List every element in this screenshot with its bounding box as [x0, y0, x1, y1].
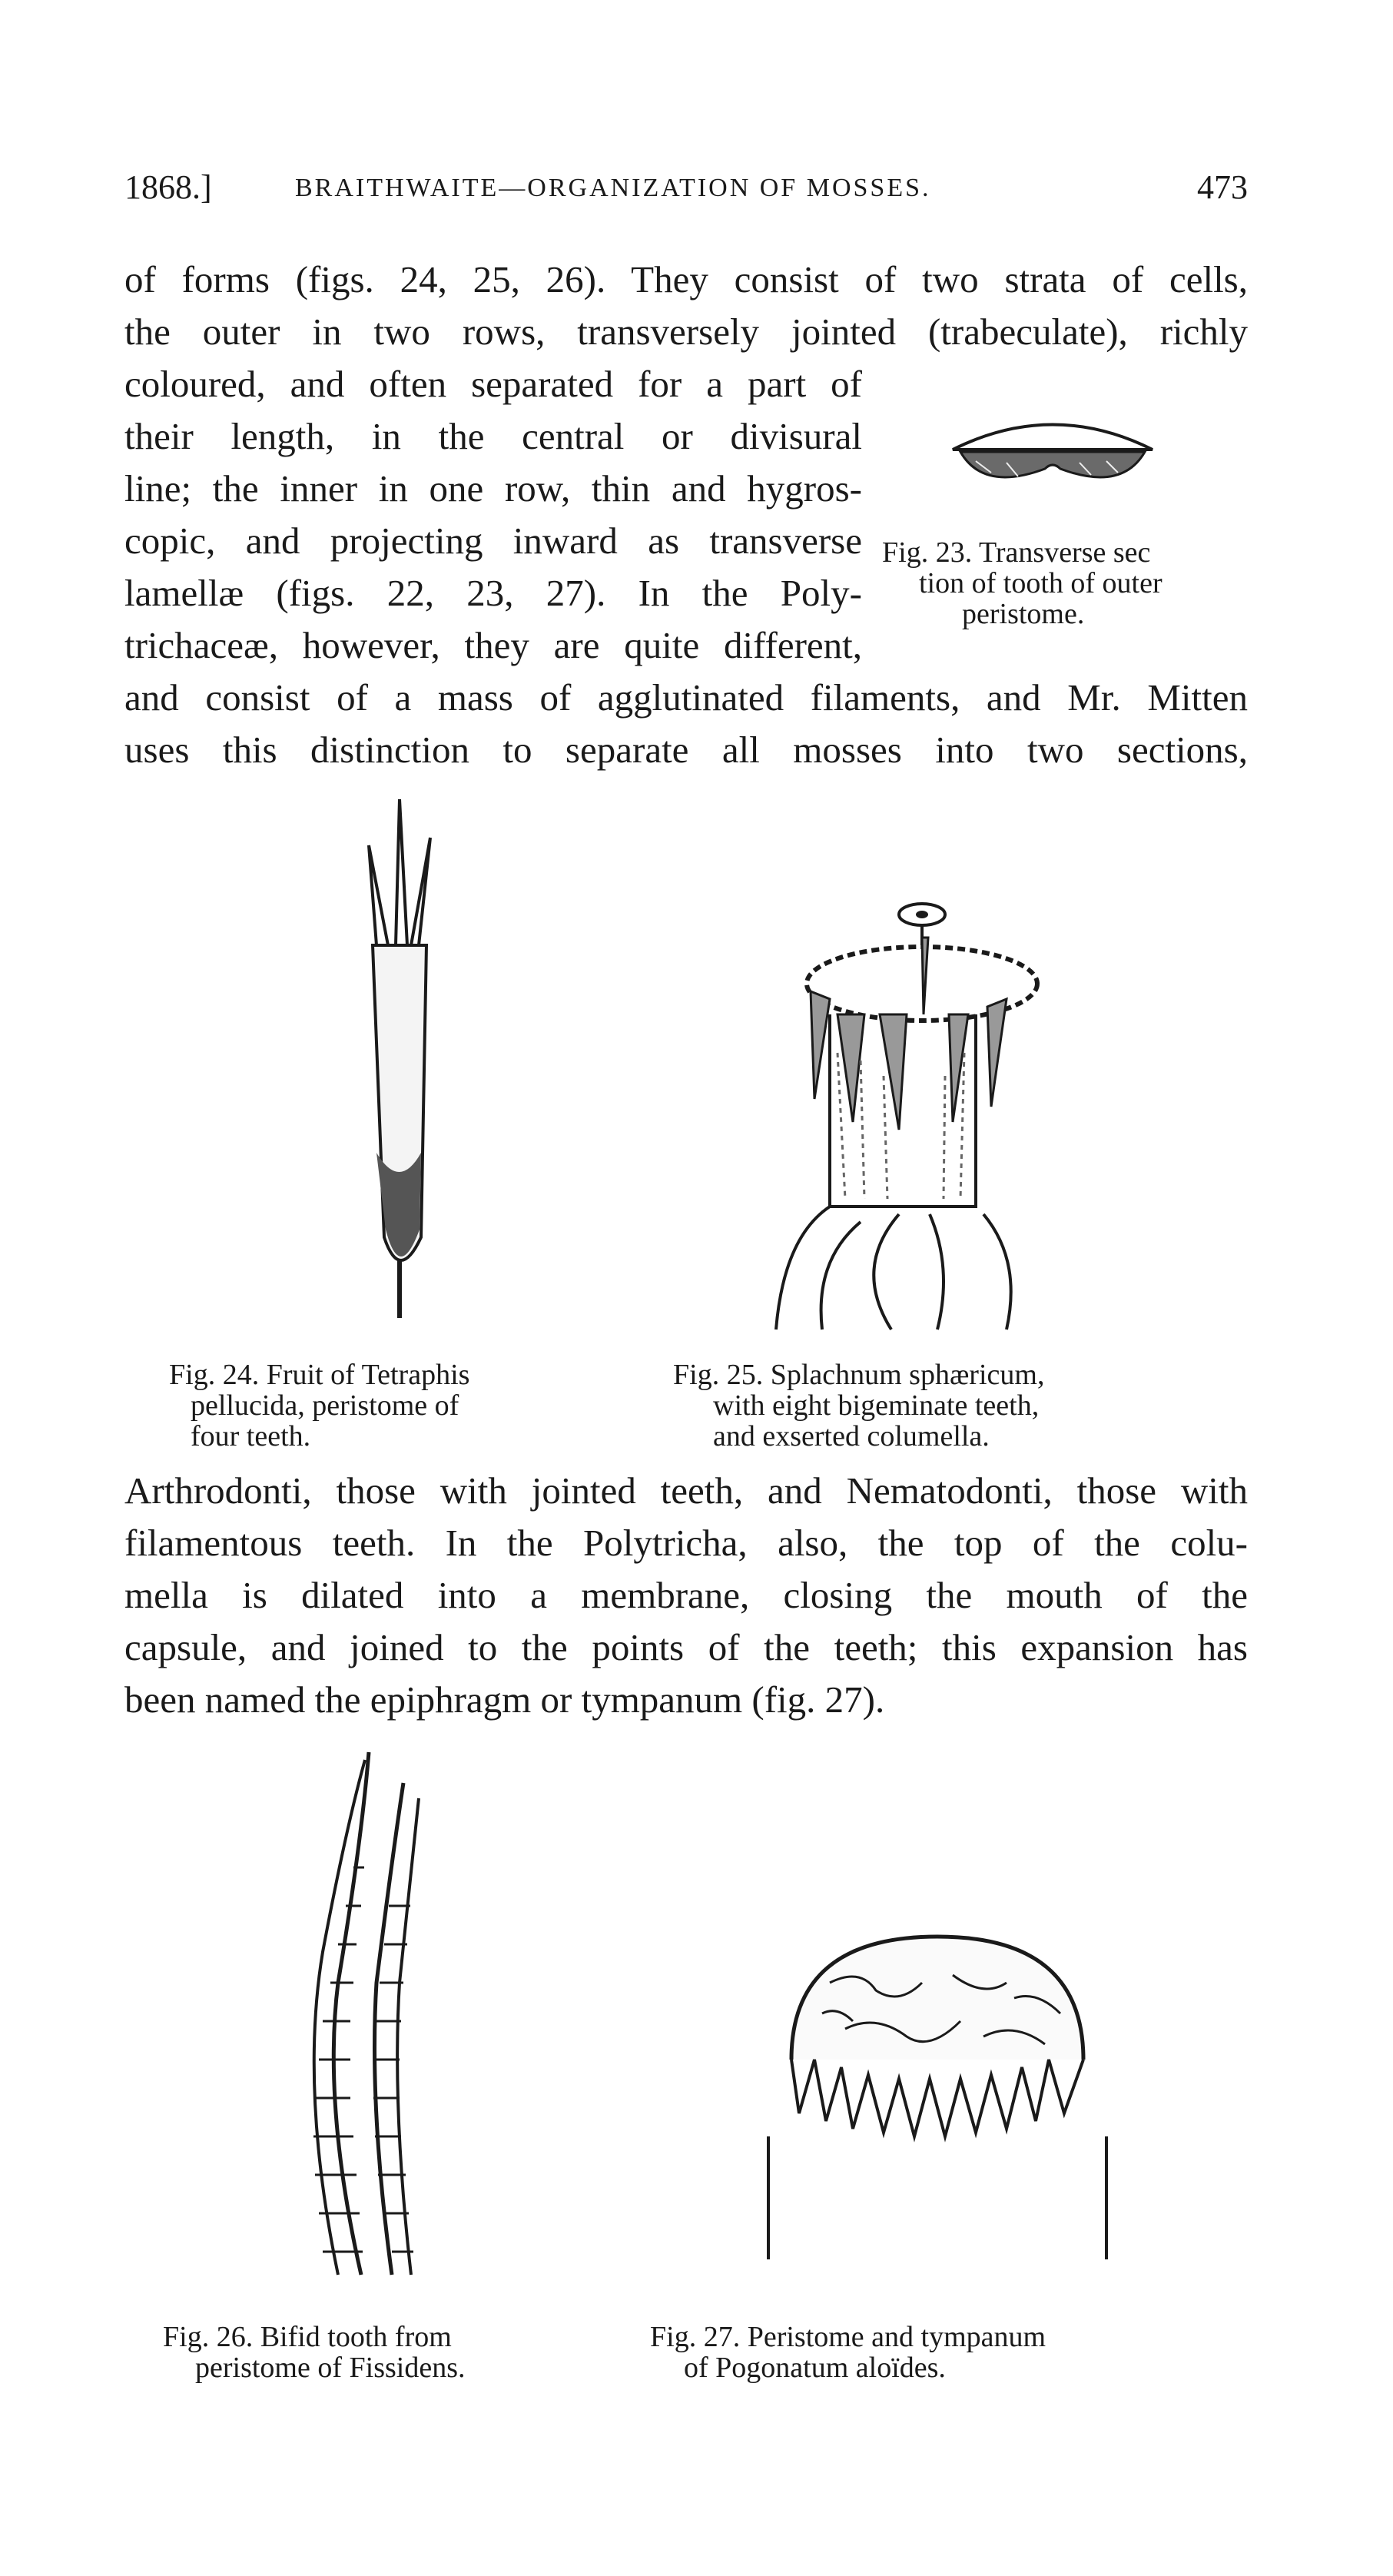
caption-line: with eight bigeminate teeth,	[713, 1389, 1040, 1422]
running-header	[124, 168, 1248, 214]
text-line: been named the epiphragm or tympanum (fig. 27).	[124, 1678, 885, 1721]
caption-line: peristome.	[962, 598, 1085, 630]
caption-line: Fig. 23. Transverse sec	[882, 536, 1151, 569]
text-line: lamellæ (figs. 22, 23, 27). In the Poly-	[124, 572, 862, 614]
header-year: 1868.]	[124, 168, 212, 206]
text-line: filamentous teeth. In the Polytricha, also, the top of the colu-	[124, 1522, 1248, 1564]
caption-line: pellucida, peristome of	[191, 1389, 459, 1422]
caption-line: Fig. 24. Fruit of Tetraphis	[169, 1359, 470, 1391]
caption-line: Fig. 26. Bifid tooth from	[163, 2321, 452, 2353]
fig27-illustration	[753, 1937, 1122, 2275]
text-line: trichaceæ, however, they are quite different,	[124, 624, 862, 666]
fig24-illustration	[323, 792, 461, 1322]
text-line: copic, and projecting inward as transverse	[124, 520, 862, 562]
header-title: BRAITHWAITE—ORGANIZATION OF MOSSES.	[295, 174, 931, 202]
text-line: uses this distinction to separate all mosses into two sections,	[124, 729, 1248, 771]
caption-line: and exserted columella.	[713, 1420, 990, 1452]
caption-line: peristome of Fissidens.	[195, 2352, 466, 2384]
caption-line: four teeth.	[191, 1420, 311, 1452]
text-line: Arthrodonti, those with jointed teeth, and Nematodonti, those with	[124, 1469, 1248, 1512]
text-line: their length, in the central or divisural	[124, 415, 862, 457]
caption-line: Fig. 27. Peristome and tympanum	[650, 2321, 1046, 2353]
fig25-illustration	[761, 899, 1053, 1329]
text-line: of forms (figs. 24, 25, 26). They consist of two strata of cells,	[124, 258, 1248, 300]
fig26-illustration	[277, 1752, 446, 2275]
caption-line: Fig. 25. Splachnum sphæricum,	[673, 1359, 1045, 1391]
fig23-illustration	[945, 407, 1160, 500]
caption-line: of Pogonatum aloïdes.	[684, 2352, 946, 2384]
text-line: mella is dilated into a membrane, closing the mouth of the	[124, 1574, 1248, 1616]
text-line: coloured, and often separated for a part of	[124, 363, 862, 405]
caption-line: tion of tooth of outer	[919, 567, 1162, 599]
text-line: line; the inner in one row, thin and hygros-	[124, 467, 862, 510]
page-number: 473	[1197, 168, 1248, 206]
text-line: the outer in two rows, transversely jointed (trabeculate), richly	[124, 310, 1248, 353]
text-line: capsule, and joined to the points of the teeth; this expansion has	[124, 1626, 1248, 1668]
text-line: and consist of a mass of agglutinated filaments, and Mr. Mitten	[124, 676, 1248, 719]
